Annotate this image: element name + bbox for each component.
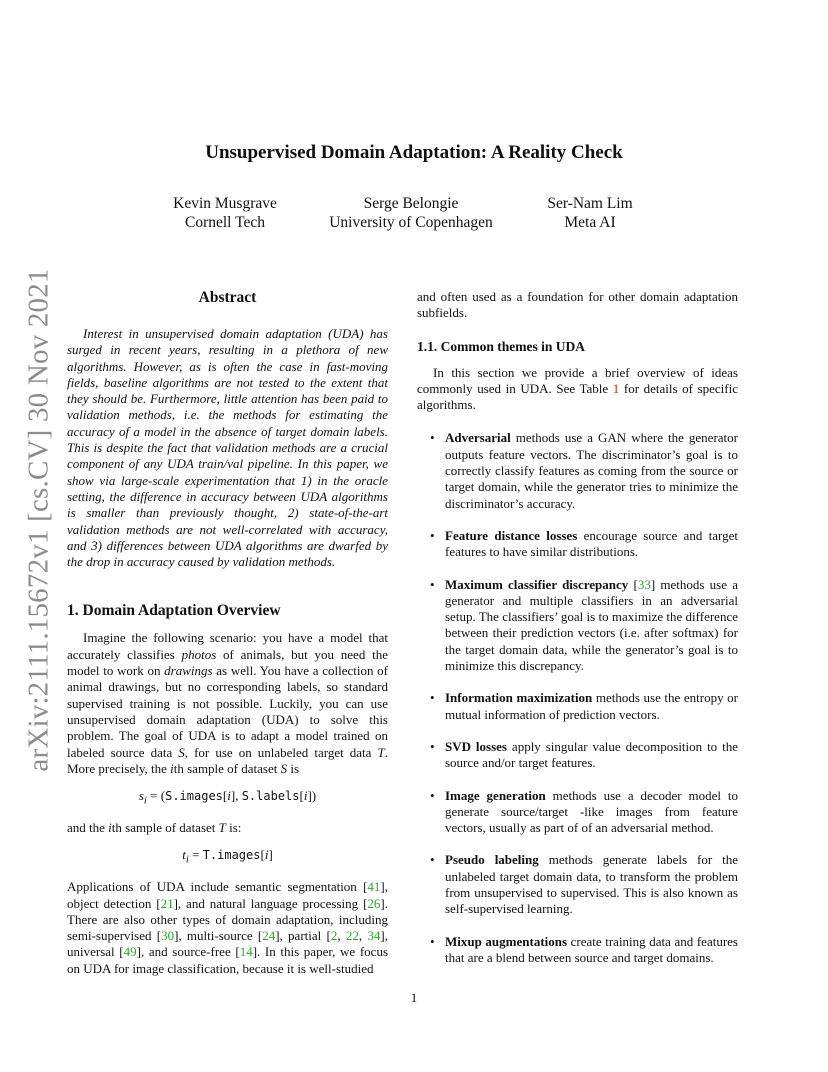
author-block <box>547 194 632 232</box>
body-paragraph: Imagine the following scenario: you have a model that accurately classifies photos of animals, but you need the model to work on drawings as well. You have a collection of animal drawings, but no corresponding labels, so standard supervised training is not possible. Luckily, you can use unsupervised domain adaptation (UDA) to solve this problem. The goal of UDA is to adapt a model trained on labeled source data S, for use on unlabeled target data T. More precisely, the ith sample of dataset S is <box>67 630 389 776</box>
bullet-icon: • <box>430 527 435 543</box>
section-heading: 1. Domain Adaptation Overview <box>67 602 281 620</box>
citation-link[interactable]: 2 <box>330 928 338 944</box>
bullet-icon: • <box>430 933 435 949</box>
bullet-icon: • <box>430 738 435 754</box>
paper-title: Unsupervised Domain Adaptation: A Reality Check <box>205 142 623 163</box>
citation-link[interactable]: 34 <box>367 928 381 944</box>
bullet-icon: • <box>430 430 435 446</box>
list-item: • Feature distance losses encourage source and target features to have similar distributions. <box>430 527 738 560</box>
left-column <box>67 286 388 977</box>
arxiv-stamp: arXiv:2111.15672v1 [cs.CV] 30 Nov 2021 <box>22 268 55 772</box>
table-ref-link[interactable]: 1 <box>612 380 620 396</box>
page-number: 1 <box>410 990 418 1005</box>
abstract-heading: Abstract <box>198 289 257 306</box>
citation-link[interactable]: 14 <box>239 944 253 960</box>
author-block <box>173 194 277 232</box>
author-affiliation: Cornell Tech <box>185 214 265 231</box>
list-item: • Information maximization methods use the entropy or mutual information of prediction vectors. <box>430 690 738 722</box>
citation-link[interactable]: 33 <box>637 576 651 592</box>
body-paragraph: and the ith sample of dataset T is: <box>67 820 242 836</box>
citation-link[interactable]: 30 <box>161 928 175 944</box>
author-name: Ser-Nam Lim <box>547 195 633 212</box>
citation-link[interactable]: 22 <box>345 928 359 944</box>
bullet-icon: • <box>430 787 435 803</box>
citation-link[interactable]: 41 <box>367 879 381 895</box>
list-item: • Adversarial methods use a GAN where the generator outputs feature vectors. The discriminator’s goal is to correctly classify features as coming from the source or target domain, while the generator tries to minimize the discriminator’s accuracy. <box>430 430 738 511</box>
citation-link[interactable]: 49 <box>123 944 137 960</box>
author-name: Kevin Musgrave <box>173 195 277 212</box>
equation-target-sample: $t_i$ = T.images[i] <box>182 847 273 866</box>
subsection-heading: 1.1. Common themes in UDA <box>417 338 585 354</box>
list-item: • Pseudo labeling methods generate labels for the unlabeled target domain data, to transform the problem from unsupervised to supervised. This is also known as self-supervised learning. <box>430 852 739 917</box>
list-item: • Mixup augmentations create training data and features that are a blend between source and target domains. <box>430 933 738 965</box>
list-item: • SVD losses apply singular value decomposition to the source and/or target features. <box>430 738 738 771</box>
citation-link[interactable]: 24 <box>262 928 276 944</box>
list-item: • Image generation methods use a decoder model to generate source/target -like images from feature vectors, usually as part of of an adversarial method. <box>430 787 738 836</box>
themes-list <box>417 430 738 966</box>
right-column <box>417 289 738 982</box>
author-block <box>329 194 493 232</box>
citation-link[interactable]: 21 <box>160 895 174 911</box>
body-paragraph: and often used as a foundation for other domain adaptation subfields. <box>417 289 738 321</box>
author-affiliation: Meta AI <box>564 214 616 231</box>
bullet-icon: • <box>430 852 435 868</box>
equation-source-sample: $s_i$ = (S.images[i], S.labels[i]) <box>138 788 317 807</box>
citation-link[interactable]: 26 <box>367 895 381 911</box>
author-affiliation: University of Copenhagen <box>329 214 493 231</box>
list-item: • Maximum classifier discrepancy [33] methods use a generator and multiple classifiers in an adversarial setup. The classifiers’ goal is to maximize the difference between their prediction vectors (i.e. after softmax) for the target domain data, while the generator’s goal is to minimize this discrepancy. <box>430 576 738 674</box>
abstract-text: Interest in unsupervised domain adaptation (UDA) has surged in recent years, resulting in a plethora of new algorithms. However, as is often the case in fast-moving fields, baseline algorithms are not tested to the extent that they should be. Furthermore, little attention has been paid to validation methods, i.e. the methods for estimating the accuracy of a model in the absence of target domain labels. This is despite the fact that validation methods are a crucial component of any UDA train/val pipeline. In this paper, we show via large-scale experimentation that 1) in the oracle setting, the difference in accuracy between UDA algorithms is smaller than previously thought, 2) state-of-the-art validation methods are not well-correlated with accuracy, and 3) differences between UDA algorithms are dwarfed by the drop in accuracy caused by validation methods. <box>67 326 388 570</box>
body-paragraph: Applications of UDA include semantic segmentation [41], object detection [21], and natural language processing [26]. There are also other types of domain adaptation, including semi-supervised [30], multi-source [24], partial [2, 22, 34], universal [49], and source-free [14]. In this paper, we focus on UDA for image classification, because it is well-studied <box>67 879 388 976</box>
bullet-icon: • <box>430 576 435 592</box>
body-paragraph: In this section we provide a brief overview of ideas commonly used in UDA. See Table 1 for details of specific algorithms. <box>417 364 738 413</box>
author-name: Serge Belongie <box>363 195 459 212</box>
bullet-icon: • <box>430 690 435 706</box>
